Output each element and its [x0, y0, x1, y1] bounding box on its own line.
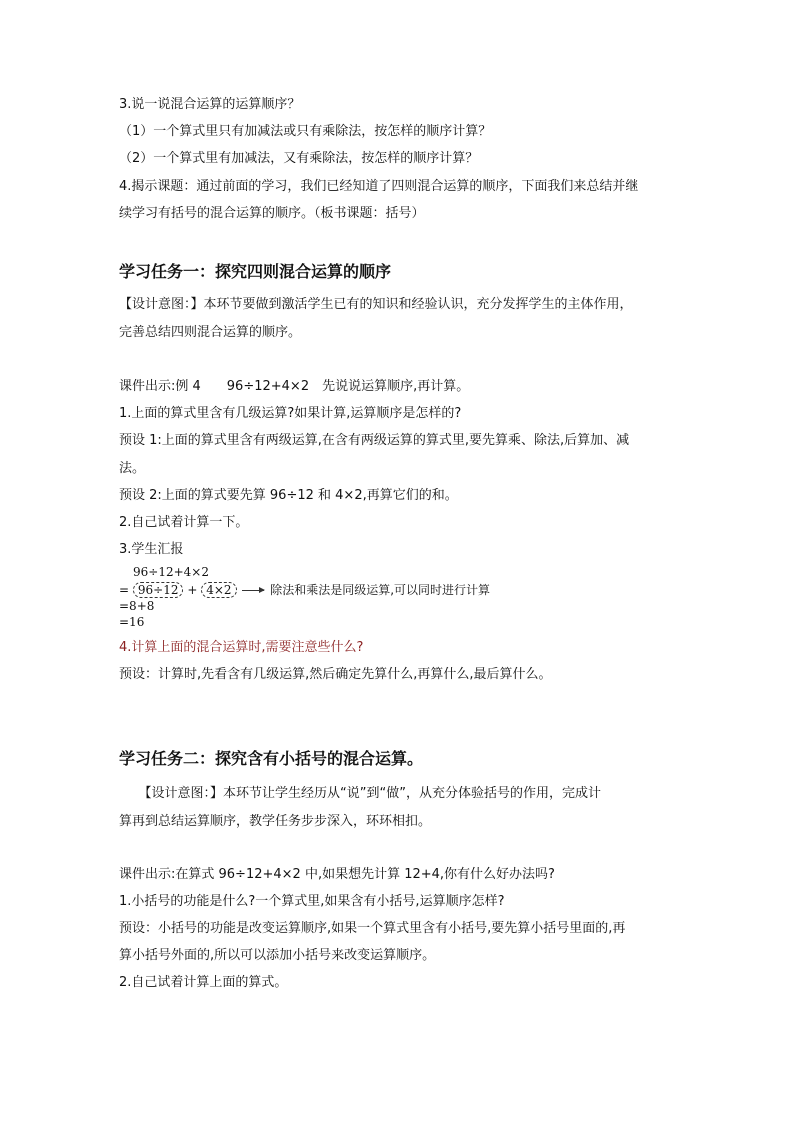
plus-sign: +: [187, 583, 198, 597]
calc-note: 除法和乘法是同级运算,可以同时进行计算: [270, 583, 491, 597]
calc-result: =16: [119, 615, 145, 629]
task1-question-3: 3.学生汇报: [119, 542, 184, 557]
task1-question-1: 1.上面的算式里含有几级运算?如果计算,运算顺序是怎样的?: [119, 406, 462, 421]
task2-question-1: 1.小括号的功能是什么?一个算式里,如果含有小括号,运算顺序怎样?: [119, 894, 505, 909]
task2-question-2: 2.自己试着计算上面的算式。: [119, 975, 288, 990]
circled-multiplication: 4×2: [201, 582, 236, 598]
task1-title: 学习任务一：探究四则混合运算的顺序: [119, 262, 392, 281]
task1-question-4: 4.计算上面的混合运算时,需要注意些什么?: [119, 640, 364, 655]
task1-preset-2: 预设 2:上面的算式要先算 96÷12 和 4×2,再算它们的和。: [119, 488, 458, 503]
task2-preset-1b: 算小括号外面的,所以可以添加小括号来改变运算顺序。: [119, 948, 436, 963]
calculation-figure: [119, 565, 539, 631]
intro-line-1: 3.说一说混合运算的运算顺序？: [119, 97, 301, 112]
task1-intent-2: 完善总结四则混合运算的顺序。: [119, 325, 302, 340]
task1-preset-1b: 法。: [119, 461, 146, 476]
task1-question-2: 2.自己试着计算一下。: [119, 515, 249, 530]
task1-preset-1a: 预设 1:上面的算式里含有两级运算,在含有两级运算的算式里,要先算乘、除法,后算加、减: [119, 433, 630, 448]
intro-line-2: （1）一个算式里只有加减法或只有乘除法，按怎样的顺序计算？: [119, 124, 492, 139]
task2-courseware: 课件出示:在算式 96÷12+4×2 中,如果想先计算 12+4,你有什么好办法吗?: [119, 867, 555, 882]
equals-sign: =: [119, 583, 130, 597]
task1-courseware: 课件出示:例 4 96÷12+4×2 先说说运算顺序,再计算。: [119, 379, 470, 394]
task2-intent-1: 【设计意图：】本环节让学生经历从“说”到“做”，从充分体验括号的作用，完成计: [119, 786, 601, 801]
task2-intent-2: 算再到总结运算顺序，教学任务步步深入，环环相扣。: [119, 814, 432, 829]
arrow-icon: [242, 590, 264, 591]
circled-division: 96÷12: [133, 582, 184, 598]
task1-preset-4: 预设：计算时,先看含有几级运算,然后确定先算什么,再算什么,最后算什么。: [119, 667, 552, 682]
calc-step-1: [119, 582, 490, 598]
calc-expression: 96÷12+4×2: [133, 565, 209, 579]
calc-step-2: =8+8: [119, 599, 155, 613]
intro-line-4: 4.揭示课题：通过前面的学习，我们已经知道了四则混合运算的顺序，下面我们来总结并继: [119, 179, 639, 194]
intro-line-5: 续学习有括号的混合运算的顺序。（板书课题：括号）: [119, 206, 425, 221]
intro-line-3: （2）一个算式里有加减法，又有乘除法，按怎样的顺序计算？: [119, 151, 479, 166]
task2-preset-1a: 预设：小括号的功能是改变运算顺序,如果一个算式里含有小括号,要先算小括号里面的,再: [119, 921, 626, 936]
task1-intent-1: 【设计意图：】本环节要做到激活学生已有的知识和经验认识，充分发挥学生的主体作用，: [119, 297, 633, 312]
task2-title: 学习任务二：探究含有小括号的混合运算。: [119, 749, 424, 768]
